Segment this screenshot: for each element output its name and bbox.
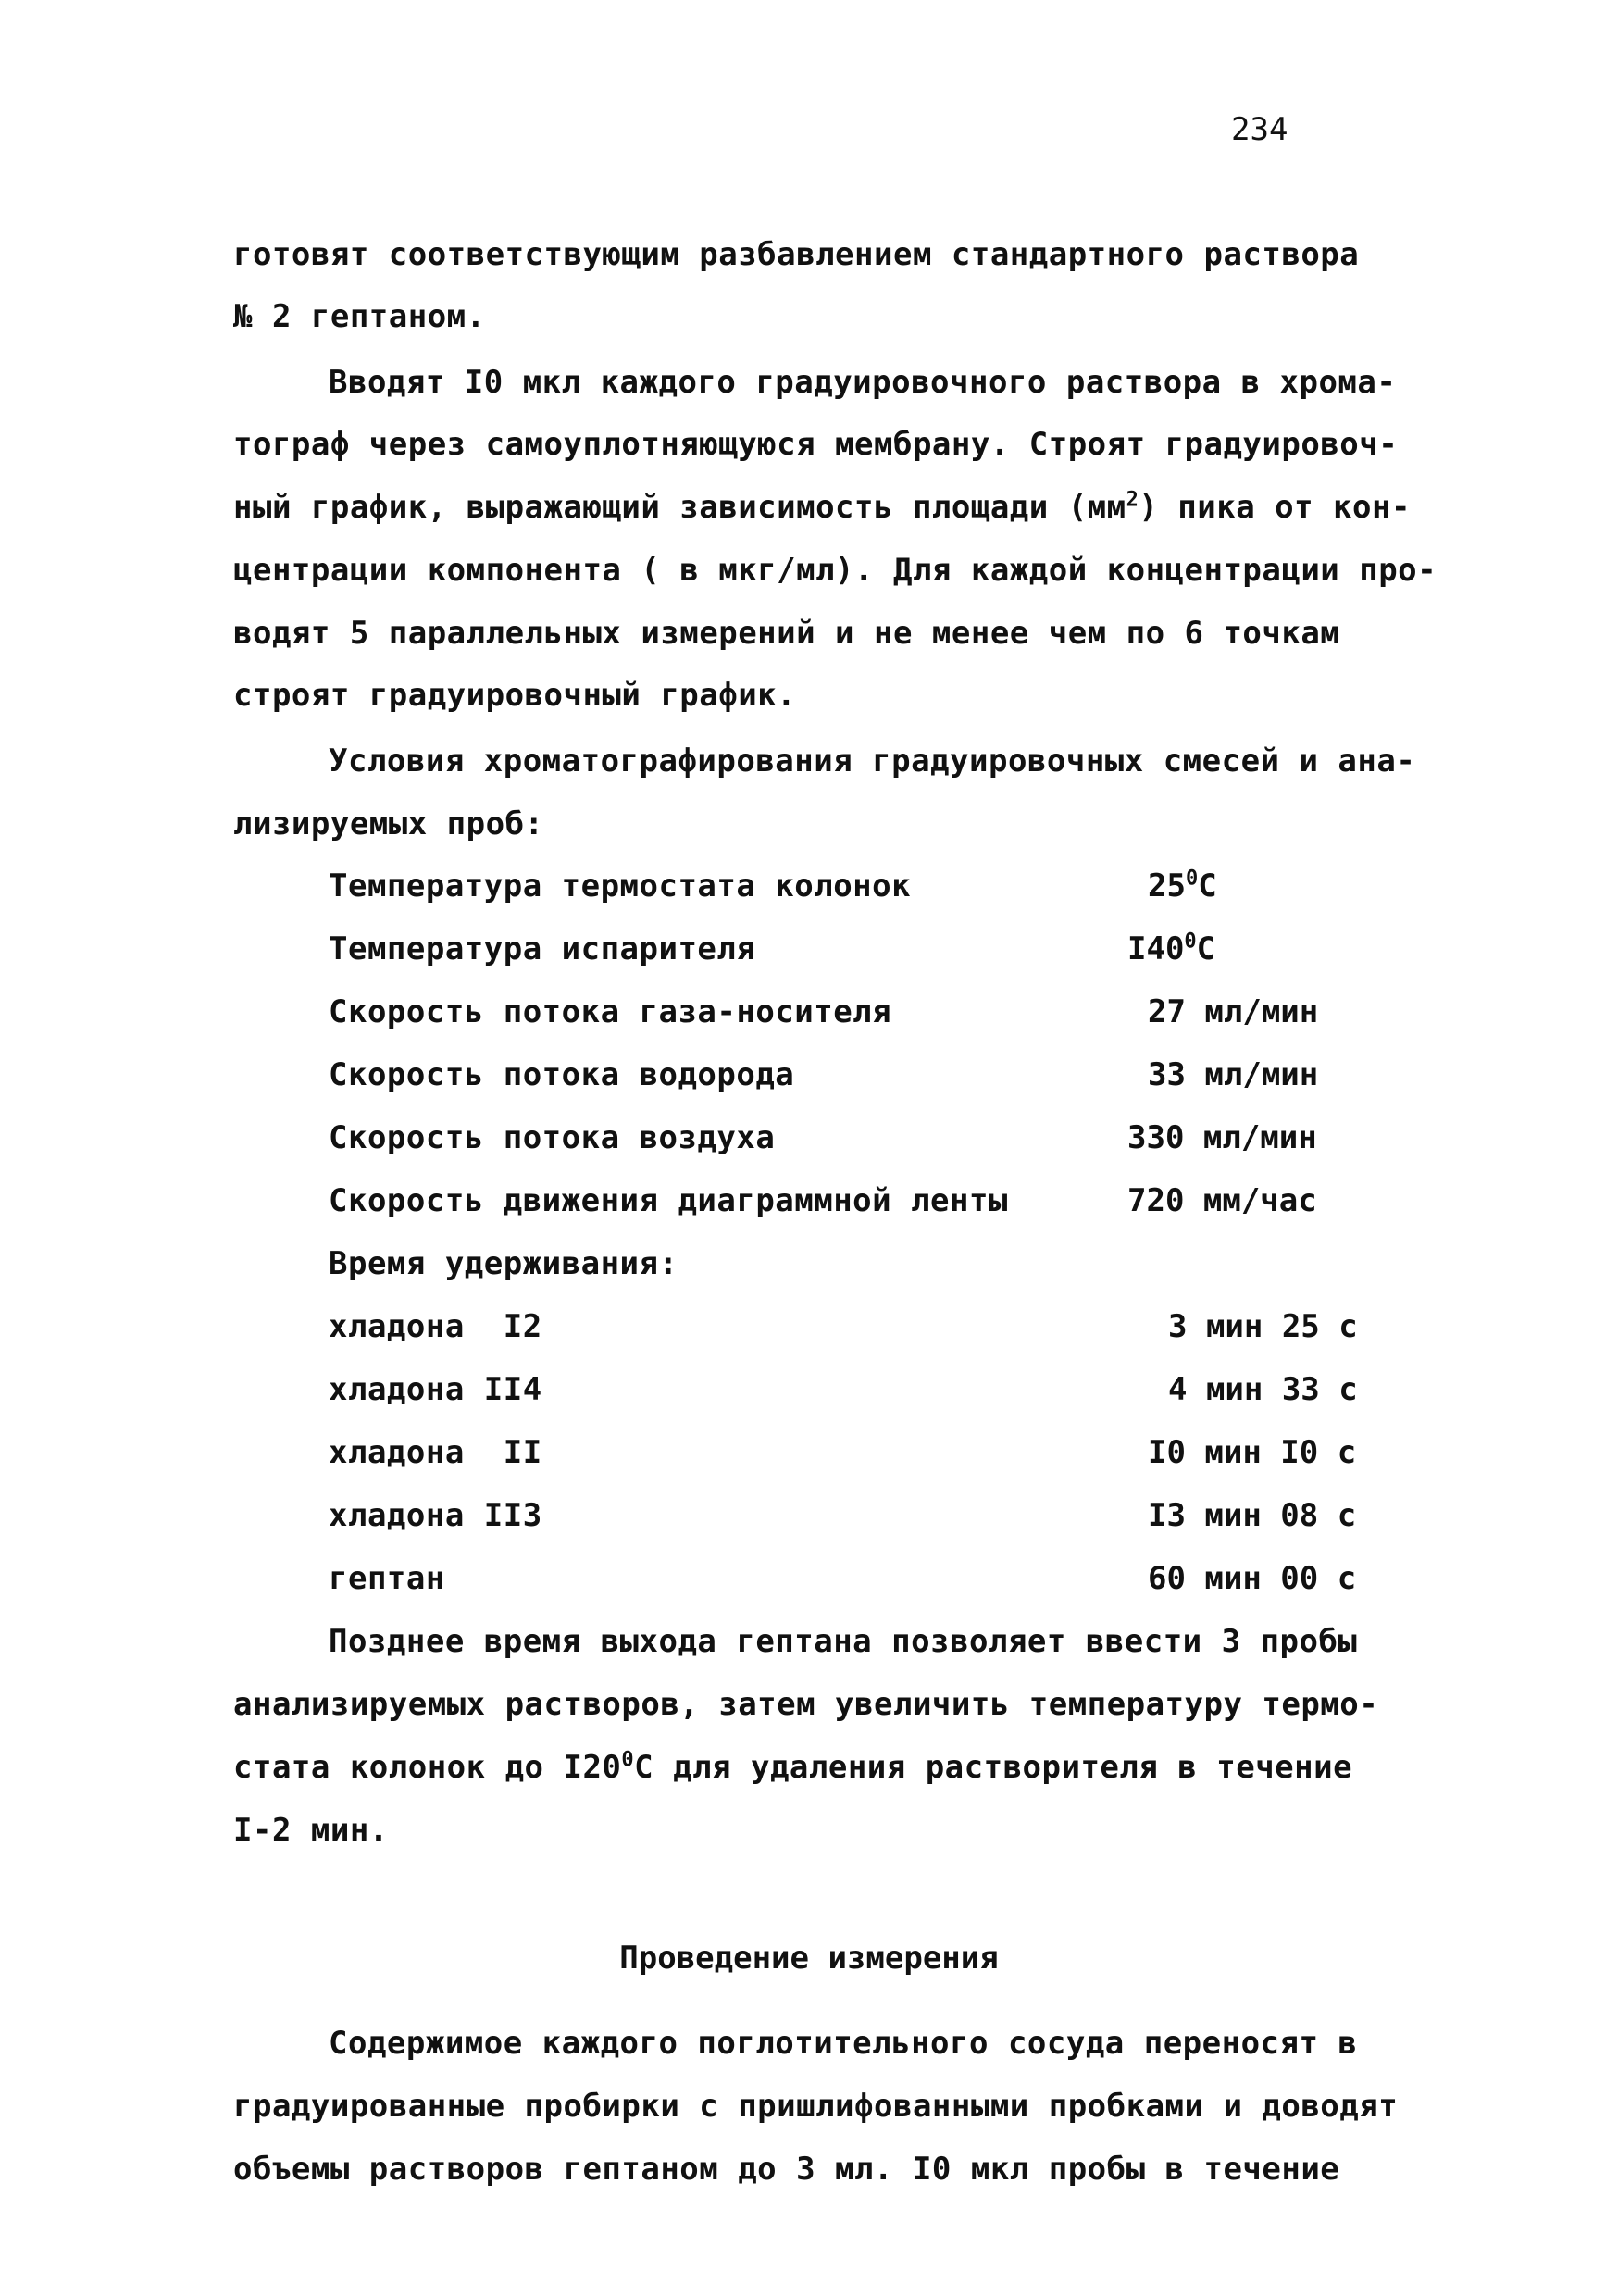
paragraph-4-line-4: I-2 мин. xyxy=(233,1812,389,1849)
retention-value: 4 мин 33 с xyxy=(1168,1371,1358,1408)
condition-label: Скорость потока газа-носителя xyxy=(329,993,892,1030)
paragraph-2-line-4: центрации компонента ( в мкг/мл). Для каждой концентрации про- xyxy=(233,552,1438,589)
paragraph-2-line-3-text-b: ) пика от кон- xyxy=(1139,489,1411,526)
paragraph-5-line-2: градуированные пробирки с пришлифованными пробками и доводят xyxy=(233,2088,1399,2125)
condition-label: Температура испарителя xyxy=(329,930,756,967)
condition-value: 27 мл/мин xyxy=(1148,993,1319,1030)
paragraph-2-line-2: тограф через самоуплотняющуюся мембрану. Строят градуировоч- xyxy=(233,426,1399,463)
retention-label: хладона II xyxy=(329,1434,542,1471)
paragraph-1-line-1: готовят соответствующим разбавлением стандартного раствора xyxy=(233,236,1360,273)
retention-label: гептан xyxy=(329,1560,445,1597)
paragraph-2-line-5: водят 5 параллельных измерений и не менее чем по 6 точкам xyxy=(233,615,1340,652)
section-heading: Проведение измерения xyxy=(619,1940,999,1977)
paragraph-3-line-1: Условия хроматографирования градуировочных смесей и ана- xyxy=(329,742,1416,780)
paragraph-4-line-3 xyxy=(233,1749,1352,1786)
retention-value: I3 мин 08 с xyxy=(1148,1497,1357,1534)
paragraph-2-line-6: строят градуировочный график. xyxy=(233,677,797,714)
condition-label: Температура термостата колонок xyxy=(329,867,912,905)
retention-label: хладона II4 xyxy=(329,1371,542,1408)
paragraph-2-line-1: Вводят I0 мкл каждого градуировочного раствора в хрома- xyxy=(329,364,1397,401)
paragraph-2-line-3 xyxy=(233,489,1411,526)
condition-value: 33 мл/мин xyxy=(1148,1056,1319,1093)
paragraph-2-line-3-superscript: 2 xyxy=(1126,488,1139,512)
condition-label: Скорость потока водорода xyxy=(329,1056,795,1093)
paragraph-4-line-1: Позднее время выхода гептана позволяет ввести 3 пробы xyxy=(329,1623,1358,1660)
paragraph-5-line-1: Содержимое каждого поглотительного сосуда переносят в xyxy=(329,2025,1358,2062)
retention-value: I0 мин I0 с xyxy=(1148,1434,1357,1471)
retention-value: 60 мин 00 с xyxy=(1148,1560,1357,1597)
condition-value: $25^0С$ xyxy=(1148,867,1217,905)
paragraph-1-line-2: № 2 гептаном. xyxy=(233,298,486,335)
retention-label: хладона I2 xyxy=(329,1308,542,1345)
retention-value: 3 мин 25 с xyxy=(1168,1308,1358,1345)
retention-heading: Время удерживания: xyxy=(329,1245,678,1282)
page-number: 234 xyxy=(1231,111,1288,148)
retention-label: хладона II3 xyxy=(329,1497,542,1534)
condition-value: 720 мм/час xyxy=(1127,1182,1317,1219)
condition-label: Скорость потока воздуха xyxy=(329,1119,776,1156)
paragraph-4-line-3-superscript: 0 xyxy=(621,1748,635,1772)
paragraph-2-line-3-text-a: ный график, выражающий зависимость площади (мм xyxy=(233,489,1126,526)
paragraph-3-line-2: лизируемых проб: xyxy=(233,805,544,842)
condition-label: Скорость движения диаграммной ленты xyxy=(329,1182,1008,1219)
paragraph-5-line-3: объемы растворов гептаном до 3 мл. I0 мкл пробы в течение xyxy=(233,2151,1340,2188)
paragraph-4-line-2: анализируемых растворов, затем увеличить температуру термо- xyxy=(233,1686,1379,1723)
condition-value: $I40^0С$ xyxy=(1127,930,1216,967)
condition-value: 330 мл/мин xyxy=(1127,1119,1317,1156)
paragraph-4-line-3-text-a: стата колонок до I20 xyxy=(233,1749,622,1786)
paragraph-4-line-3-text-b: С для удаления растворителя в течение xyxy=(634,1749,1353,1786)
